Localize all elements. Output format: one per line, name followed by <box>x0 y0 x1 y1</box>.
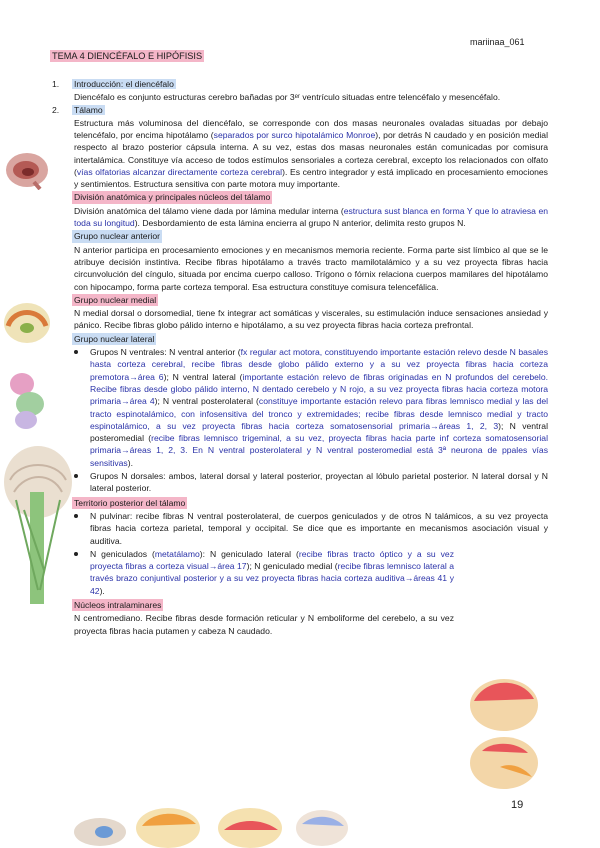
text-run-highlight: recibe fibras lemnisco lateral a través brazo conjuntival posterior y a su vez proyecta fibras hacia corteza auditiva→áreas 41 y 42 <box>90 561 454 596</box>
brain-sagittal-image <box>4 150 50 190</box>
text-run: Estructura más voluminosa del diencéfalo, se corresponde con dos masas neuronales ovaladas situadas por debajo telencéfalo, por encima hipotálamo ( <box>74 117 548 140</box>
thalamus-nuclei-image <box>6 370 52 432</box>
section-title: Tálamo <box>74 104 103 115</box>
text-run: ). Desbordamiento de esta lámina encierra al grupo N anterior, delimita resto grupos N. <box>134 218 466 229</box>
text-run-highlight: estructura sust blanca en forma Y que lo atraviesa en toda su longitud <box>74 205 548 229</box>
list-item <box>90 346 548 469</box>
text-run: Grupos N ventrales: N ventral anterior ( <box>90 347 241 358</box>
text-run-highlight: separados por surco hipotalámico Monroe <box>213 130 376 140</box>
text-run-highlight: metatálamo <box>154 548 200 559</box>
text-run-highlight: fx regular act motora, constituyendo importante estación relevo desde N basales hasta corteza cerebral, recibe fibras desde globo pálido externo y a su vez proyecta fibras hacia corteza premotora→área 6 <box>90 347 548 382</box>
division-heading: División anatómica y principales núcleos del tálamo <box>74 192 271 203</box>
text-run-highlight: importante estación relevo de fibras originadas en N profundos del cerebelo. Recibe fibras desde globo pálido interno, N dentado cerebelo y N rojo, a su vez proyecta fibras hacia corteza motora primaria→área 4 <box>90 371 548 407</box>
section-title: Introducción: el diencéfalo <box>74 79 174 89</box>
text-run: N geniculados ( <box>90 548 155 559</box>
text-run: ); N ventral posteromedial ( <box>90 420 548 444</box>
text-run: ). Es centro integrador y está implicado en procesamiento emociones y sentimientos. Estructura sensitiva con parte motora muy importante. <box>74 166 548 190</box>
text-run: ); N geniculado medial ( <box>246 561 338 572</box>
author-name: mariinaa_061 <box>470 37 525 47</box>
anterior-text: N anterior participa en procesamiento emociones y en mecanismos memoria reciente. Forma parte sist límbico al que se le atribuye decisión instintiva. Recibe fibras hipotálamo a través tracto mamilotalámico y a su vez proyecta fibras hacia circunvolución del cíngulo, situada por encima cuerpo calloso. Trígono o fórnix relaciona cuerpos mamilares del hipotálamo con hipocampo, forma parte corteza temporal. Esa estructura constituye comisura telencefálica. <box>74 244 548 292</box>
text-run-highlight: vías olfatorias alcanzar directamente corteza cerebral <box>76 166 283 177</box>
section-1-text: Diencéfalo es conjunto estructuras cerebro bañadas por 3ᵉʳ ventrículo situadas entre telencéfalo y mesencéfalo. <box>74 92 501 103</box>
medial-heading: Grupo nuclear medial <box>74 294 157 305</box>
document-body <box>52 78 548 637</box>
limbic-system-image <box>2 300 52 346</box>
text-run-highlight: constituye importante estación relevo para fibras lemnisco medial y las del tracto espinotalámico, con infosensitiva del tronco y extremidades; recibe fibras desde lemnisco medial y tracto espinotalámico, a su vez proyecta fibras hacia corteza somatosensorial primaria→áreas 1, 2, 3 <box>90 396 549 431</box>
page-number: 19 <box>511 799 524 811</box>
anterior-heading: Grupo nuclear anterior <box>74 231 160 242</box>
lateral-heading: Grupo nuclear lateral <box>74 333 155 344</box>
text-run: División anatómica del tálamo viene dada por lámina medular interna ( <box>74 205 344 216</box>
text-run: ); N ventral posterolateral ( <box>154 396 259 407</box>
text-run: ). <box>127 457 133 468</box>
text-run: ). <box>99 585 105 596</box>
medial-text: N medial dorsal o dorsomedial, tiene fx integrar act somáticas y viscerales, su estimulación induce sensaciones ansiedad y pánico. Recibe fibras globo pálido interno e hipotálamo, a su vez proyecta fibras hacia corteza prefrontal. <box>74 308 548 331</box>
section-2-heading <box>52 104 548 116</box>
cortex-areas-image <box>460 665 540 795</box>
section-number: 2. <box>52 104 60 115</box>
text-run-highlight: recibe fibras lemnisco trigeminal, a su vez, proyecta fibras hacia parte inf corteza somatosensorial primaria→áreas 1, 2, 3. En N ventral posterolateral y N ventral posteromedial está 3ª neurona de ppales vías sensitivas <box>90 433 548 468</box>
posterior-heading: Territorio posterior del tálamo <box>74 497 186 508</box>
text-run: ), por detrás N caudado y en posición medial respecto al brazo posterior cápsula interna. A su vez, estas dos masas neuronales están comunicadas por comisura intertalámica. Constituye vía acceso de todos estímulos sensoriales a corteza cerebral, excepto los relacionados con olfato ( <box>74 130 548 177</box>
list-item: N pulvinar: recibe fibras N ventral posterolateral, de cuerpos geniculados y de otros N talámicos, a su vez proyecta fibras hacia corteza parietal, temporal y occipital. Se dice que es importante en mecanismos asociación visual y auditiva. <box>90 510 548 546</box>
posterior-list <box>52 510 548 597</box>
lateral-list <box>52 346 548 495</box>
brain-pathways-image <box>0 440 72 610</box>
intralaminar-text: N centromediano. Recibe fibras desde formación reticular y N emboliforme del cerebelo, a su vez proyecta fibras hacia putamen y cabeza N caudado. <box>74 613 454 636</box>
intralaminar-heading: Núcleos intralaminares <box>74 599 162 610</box>
text-run: ): N geniculado lateral ( <box>199 548 299 559</box>
list-item: Grupos N dorsales: ambos, lateral dorsal y lateral posterior, proyectan al lóbulo parietal posterior. N lateral dorsal y N lateral posterior. <box>90 471 548 494</box>
page-title: TEMA 4 DIENCÉFALO E HIPÓFISIS <box>52 51 203 61</box>
text-run-highlight: recibe fibras tracto óptico y a su vez proyecta fibras a corteza visual→área 17 <box>90 548 454 572</box>
text-run: ); N ventral lateral ( <box>163 371 243 382</box>
section-1-heading <box>52 78 548 90</box>
section-number: 1. <box>52 79 60 89</box>
division-text <box>74 205 548 230</box>
brain-slices-image <box>70 800 350 848</box>
thalamus-intro <box>74 117 548 191</box>
list-item <box>90 548 454 597</box>
